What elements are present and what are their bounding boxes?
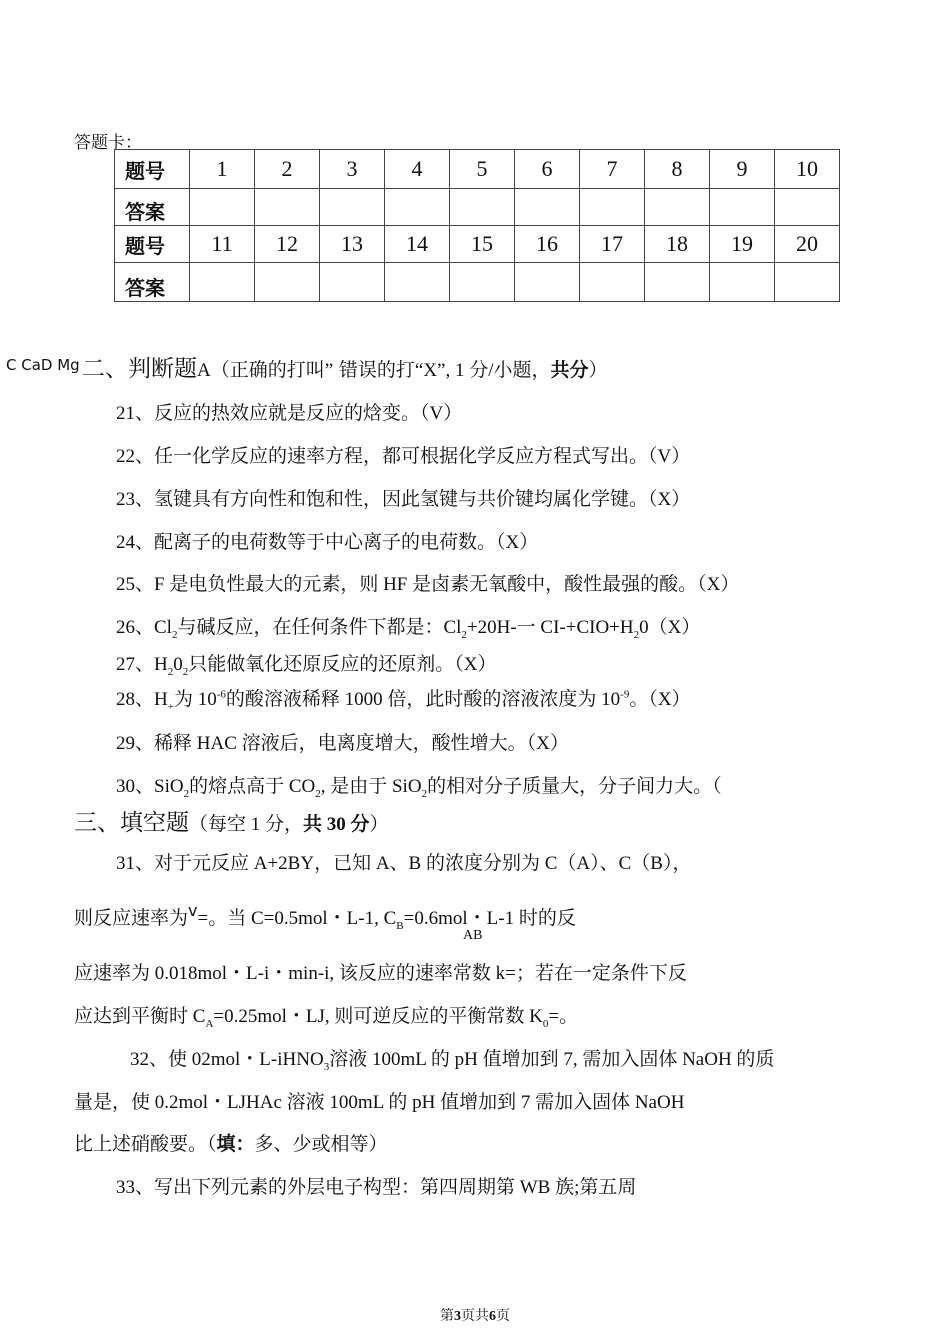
q31-text: =0.5mol・L-1, C — [263, 908, 397, 929]
q26-text: +20H-一 CI-+CIO+H — [466, 617, 634, 638]
q32-text: 32、使 02mol・L-iHNO — [130, 1049, 324, 1070]
q27-text: 0 — [173, 654, 183, 675]
ab-subscript-label: AB — [463, 928, 483, 943]
q26-text: 0（X） — [639, 617, 701, 638]
number-cell: 2 — [255, 150, 320, 189]
table-row — [115, 226, 840, 263]
answer-cell[interactable] — [775, 189, 840, 226]
page-footer — [0, 1305, 950, 1325]
number-cell: 3 — [320, 150, 385, 189]
section-2-note-a: A（正确的打叫” — [197, 360, 334, 381]
footer-text: 页 — [496, 1309, 510, 1324]
number-cell: 16 — [515, 226, 580, 263]
question-22: 22、任一化学反应的速率方程，都可根据化学反应方程式写出。（V） — [116, 446, 691, 467]
subscript: 2 — [171, 628, 178, 641]
answer-cell[interactable] — [645, 263, 710, 302]
answer-cell[interactable] — [515, 263, 580, 302]
subscript: 0 — [542, 1017, 549, 1030]
subscript: 2 — [182, 665, 189, 678]
number-cell: 9 — [710, 150, 775, 189]
answer-cell[interactable] — [255, 263, 320, 302]
answer-cell[interactable] — [515, 189, 580, 226]
subscript: 2 — [633, 628, 640, 641]
answer-cell[interactable] — [320, 189, 385, 226]
answer-cell[interactable] — [385, 189, 450, 226]
answer-header-cell: 答案 — [115, 189, 190, 226]
answer-cell[interactable] — [385, 263, 450, 302]
page-number: 3 — [454, 1309, 461, 1324]
answer-cell[interactable] — [190, 263, 255, 302]
question-30 — [116, 771, 722, 800]
question-33: 33、写出下列元素的外层电子构型：第四周期第 WB 族;第五周 — [116, 1177, 637, 1198]
rate-symbol: v — [188, 901, 198, 920]
section-3-note-bold: 共 30 分 — [303, 814, 370, 835]
q31-text: 则反应速率为 — [74, 908, 189, 929]
number-cell: 1 — [190, 150, 255, 189]
q31-text: =。 — [548, 1006, 579, 1027]
question-31-line-4 — [74, 1001, 578, 1030]
q32-bold-text: 填： — [216, 1134, 255, 1155]
q32-text: 比上述硝酸要。（ — [74, 1134, 217, 1155]
section-2-note-bold: 共分 — [550, 360, 589, 381]
number-cell: 20 — [775, 226, 840, 263]
number-cell: 17 — [580, 226, 645, 263]
section-3-title: 三、填空题 — [74, 810, 189, 835]
header-cell: 题号 — [115, 226, 190, 263]
subscript: 2 — [461, 628, 467, 641]
footer-text: 页共 — [461, 1309, 489, 1324]
answer-cell[interactable] — [645, 189, 710, 226]
number-cell: 7 — [580, 150, 645, 189]
q30-text: 的熔点高于 CO — [189, 776, 316, 797]
q28-text: 的酸溶液稀释 1000 倍，此时酸的溶液浓度为 10 — [225, 689, 621, 710]
number-cell: 13 — [320, 226, 385, 263]
subscript: B — [396, 919, 404, 932]
subscript: 2 — [183, 787, 190, 800]
number-cell: 18 — [645, 226, 710, 263]
question-26 — [116, 612, 700, 641]
number-cell: 5 — [450, 150, 515, 189]
q27-text: 27、H — [116, 654, 168, 675]
number-cell: 10 — [775, 150, 840, 189]
question-24: 24、配离子的电荷数等于中心离子的电荷数。（X） — [116, 532, 539, 553]
answer-cell[interactable] — [450, 263, 515, 302]
question-31-line-1: 31、对于元反应 A+2BY，已知 A、B 的浓度分别为 C（A）、C（B）， — [116, 853, 692, 874]
q31-text: 应达到平衡时 C — [74, 1006, 206, 1027]
subscript: A — [205, 1017, 214, 1030]
section-3-note-a: （每空 1 分， — [189, 814, 304, 835]
number-cell: 14 — [385, 226, 450, 263]
answer-card-table — [114, 149, 840, 302]
answer-cell[interactable] — [450, 189, 515, 226]
total-pages: 6 — [489, 1309, 496, 1324]
answer-card-label: 答题卡： — [74, 133, 142, 152]
answer-cell[interactable] — [580, 189, 645, 226]
q27-text: 只能做氧化还原反应的还原剂。（X） — [188, 654, 497, 675]
number-cell: 8 — [645, 150, 710, 189]
q32-text: 溶液 100mL 的 pH 值增加到 7, 需加入固体 NaOH 的质 — [329, 1049, 775, 1070]
answer-header-cell: 答案 — [115, 263, 190, 302]
answer-cell[interactable] — [710, 263, 775, 302]
answer-cell[interactable] — [710, 189, 775, 226]
q32-text: 多、少或相等） — [254, 1134, 388, 1155]
q28-text: 为 10 — [173, 689, 217, 710]
q28-text: 。（X） — [629, 689, 691, 710]
question-27 — [116, 649, 496, 678]
subscript: 2 — [167, 665, 174, 678]
number-cell: 15 — [450, 226, 515, 263]
question-31-line-2 — [74, 903, 576, 932]
header-cell: 题号 — [115, 150, 190, 189]
section-2-title: 二、判断题 — [82, 356, 197, 381]
q31-text: =。当 C — [197, 908, 264, 929]
section-3-note-end: ） — [369, 814, 389, 835]
footer-text: 第 — [440, 1309, 454, 1324]
question-29: 29、稀释 HAC 溶液后，电离度增大，酸性增大。（X） — [116, 733, 569, 754]
section-2-note-end: ） — [588, 360, 608, 381]
subscript: + — [167, 700, 174, 713]
q30-text: 30、SiO — [116, 776, 184, 797]
superscript: -9 — [620, 688, 630, 701]
question-21: 21、反应的热效应就是反应的焓变。（V） — [116, 403, 463, 424]
answer-cell[interactable] — [190, 189, 255, 226]
answer-cell[interactable] — [775, 263, 840, 302]
table-row — [115, 263, 840, 302]
q30-text: , 是由于 SiO — [320, 776, 422, 797]
number-cell: 4 — [385, 150, 450, 189]
number-cell: 19 — [710, 226, 775, 263]
number-cell: 12 — [255, 226, 320, 263]
section-2-note-b: 错误的打“X”, 1 分/小题， — [338, 360, 551, 381]
answer-cell[interactable] — [320, 263, 385, 302]
question-32-line-3 — [74, 1129, 388, 1156]
answer-cell[interactable] — [580, 263, 645, 302]
answer-cell[interactable] — [255, 189, 320, 226]
table-row — [115, 150, 840, 189]
q26-text: 与碱反应，在任何条件下都是：Cl — [177, 617, 462, 638]
question-32-line-1 — [130, 1044, 774, 1073]
question-25: 25、F 是电负性最大的元素，则 HF 是卤素无氧酸中，酸性最强的酸。（X） — [116, 574, 740, 595]
q26-text: 26、Cl — [116, 617, 172, 638]
q30-text: 的相对分子质量大，分子间力大。（ — [427, 776, 722, 797]
table-row — [115, 189, 840, 226]
subscript: 2 — [421, 787, 428, 800]
q28-text: 28、H — [116, 689, 168, 710]
question-32-line-2: 量是，使 0.2mol・LJHAc 溶液 100mL 的 pH 值增加到 7 需加入固体 NaOH — [74, 1092, 685, 1113]
question-28 — [116, 684, 691, 713]
question-31-line-3: 应速率为 0.018mol・L-i・min-i, 该反应的速率常数 k=；若在一定条件下反 — [74, 963, 687, 984]
question-23: 23、氢键具有方向性和饱和性，因此氢键与共价键均属化学键。（X） — [116, 489, 691, 510]
subscript: 3 — [323, 1060, 330, 1073]
number-cell: 6 — [515, 150, 580, 189]
section-2-heading — [82, 350, 608, 383]
superscript: -6 — [216, 688, 226, 701]
overlay-text: C CaD Mg — [6, 356, 80, 374]
number-cell: 11 — [190, 226, 255, 263]
subscript: 2 — [315, 787, 321, 800]
q31-text: =0.25mol・LJ, 则可逆反应的平衡常数 K — [213, 1006, 543, 1027]
q31-text: =0.6mol・L-1 时的反 — [403, 908, 576, 929]
section-3-heading — [74, 804, 389, 837]
